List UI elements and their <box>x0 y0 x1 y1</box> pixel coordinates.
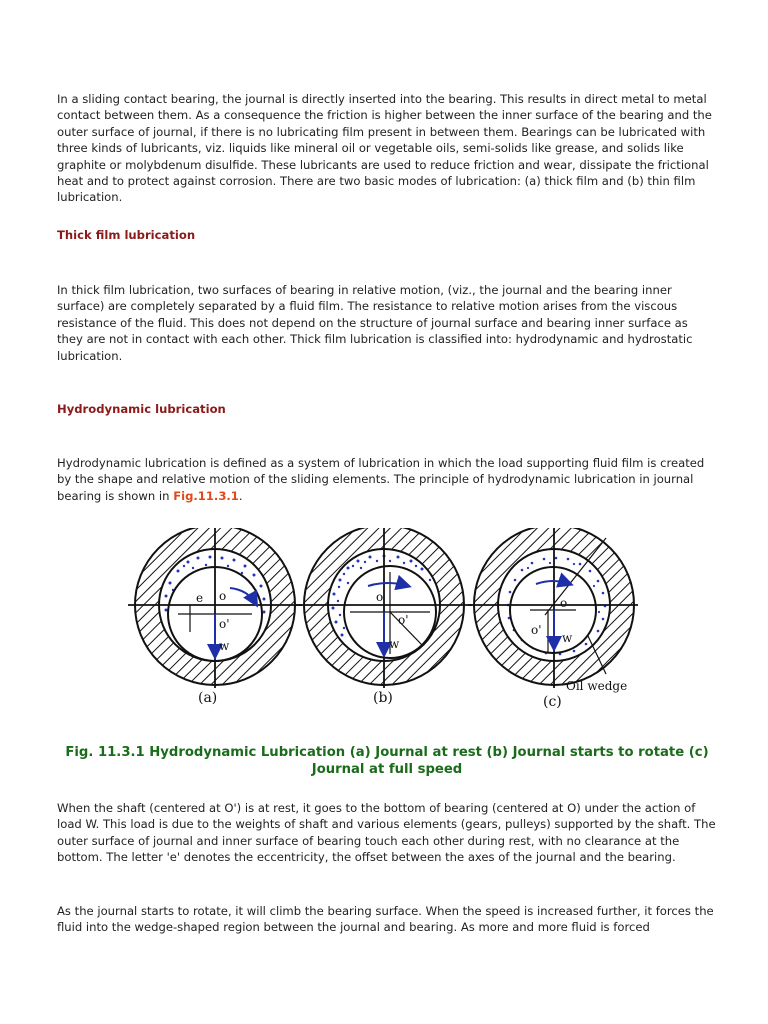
load-w-label-b: w <box>389 637 400 651</box>
bearing-figure <box>118 528 658 718</box>
eccentricity-label: e <box>196 591 204 605</box>
hydrodynamic-heading: Hydrodynamic lubrication <box>57 402 226 416</box>
bearing-b <box>296 528 472 706</box>
figure-link[interactable]: Fig.11.3.1 <box>173 488 239 503</box>
thick-film-paragraph: In thick film lubrication, two surfaces of bearing in relative motion, (viz., the journal and the bearing inner surface) are completely separated by a fluid film. The resistance to relative motion arises from the viscous resistance of the fluid. This does not depend on the structure of journal surface and bearing inner surface as they are not in contact with each other. Thick film lubrication is classified into: hydrodynamic and hydrostatic lubrication. <box>57 283 693 363</box>
hydrodynamic-paragraph <box>57 455 717 504</box>
load-w-label-c: w <box>562 631 573 645</box>
load-w-label-a: w <box>219 639 230 653</box>
rotate-paragraph: As the journal starts to rotate, it will climb the bearing surface. When the speed is increased further, it forces the fluid into the wedge-shaped region between the journal and bearing. As more and more fluid is forced <box>57 904 714 935</box>
center-o-label-c: o <box>560 596 568 610</box>
center-o-prime-label-a: o' <box>219 617 230 631</box>
bearing-a <box>128 528 302 706</box>
center-o-label-b: o <box>376 590 384 604</box>
intro-paragraph: In a sliding contact bearing, the journal is directly inserted into the bearing. This results in direct metal to metal contact between them. As a consequence the friction is higher between the inner surface of the bearing and the outer surface of journal, if there is no lubricating film present in between them. Bearings can be lubricated with three kinds of lubricants, viz. liquids like mineral oil or vegetable oils, semi-solids like grease, and solids like graphite or molybdenum disulfide. These lubricants are used to reduce friction and wear, dissipate the frictional heat and to protect against corrosion. There are two basic modes of lubrication: (a) thick film and (b) thin film lubrication. <box>57 92 712 205</box>
sublabel-a: (a) <box>198 690 218 706</box>
center-o-label-a: o <box>219 589 227 603</box>
hydrodynamic-text: Hydrodynamic lubrication is defined as a system of lubrication in which the load supporting fluid film is created by the shape and relative motion of the sliding elements. The principle of hydrodynamic lubrication in journal bearing is shown in <box>57 456 705 503</box>
bearing-c <box>468 528 638 710</box>
oil-wedge-label: Oil wedge <box>566 679 628 693</box>
sublabel-b: (b) <box>373 690 393 706</box>
thick-film-heading: Thick film lubrication <box>57 228 196 242</box>
sublabel-c: (c) <box>543 694 562 710</box>
center-o-prime-label-b: o' <box>398 613 409 627</box>
figure-caption: Fig. 11.3.1 Hydrodynamic Lubrication (a) Journal at rest (b) Journal starts to rotate (c) Journal at full speed <box>65 745 709 777</box>
hydrodynamic-text-end: . <box>238 488 243 503</box>
rest-paragraph: When the shaft (centered at O') is at rest, it goes to the bottom of bearing (centered at O) under the action of load W. This load is due to the weights of shaft and various elements (gears, pulleys) supported by the shaft. The outer surface of journal and inner surface of bearing touch each other during rest, with no clearance at the bottom. The letter 'e' denotes the eccentricity, the offset between the axes of the journal and the bearing. <box>57 801 716 865</box>
center-o-prime-label-c: o' <box>531 623 542 637</box>
